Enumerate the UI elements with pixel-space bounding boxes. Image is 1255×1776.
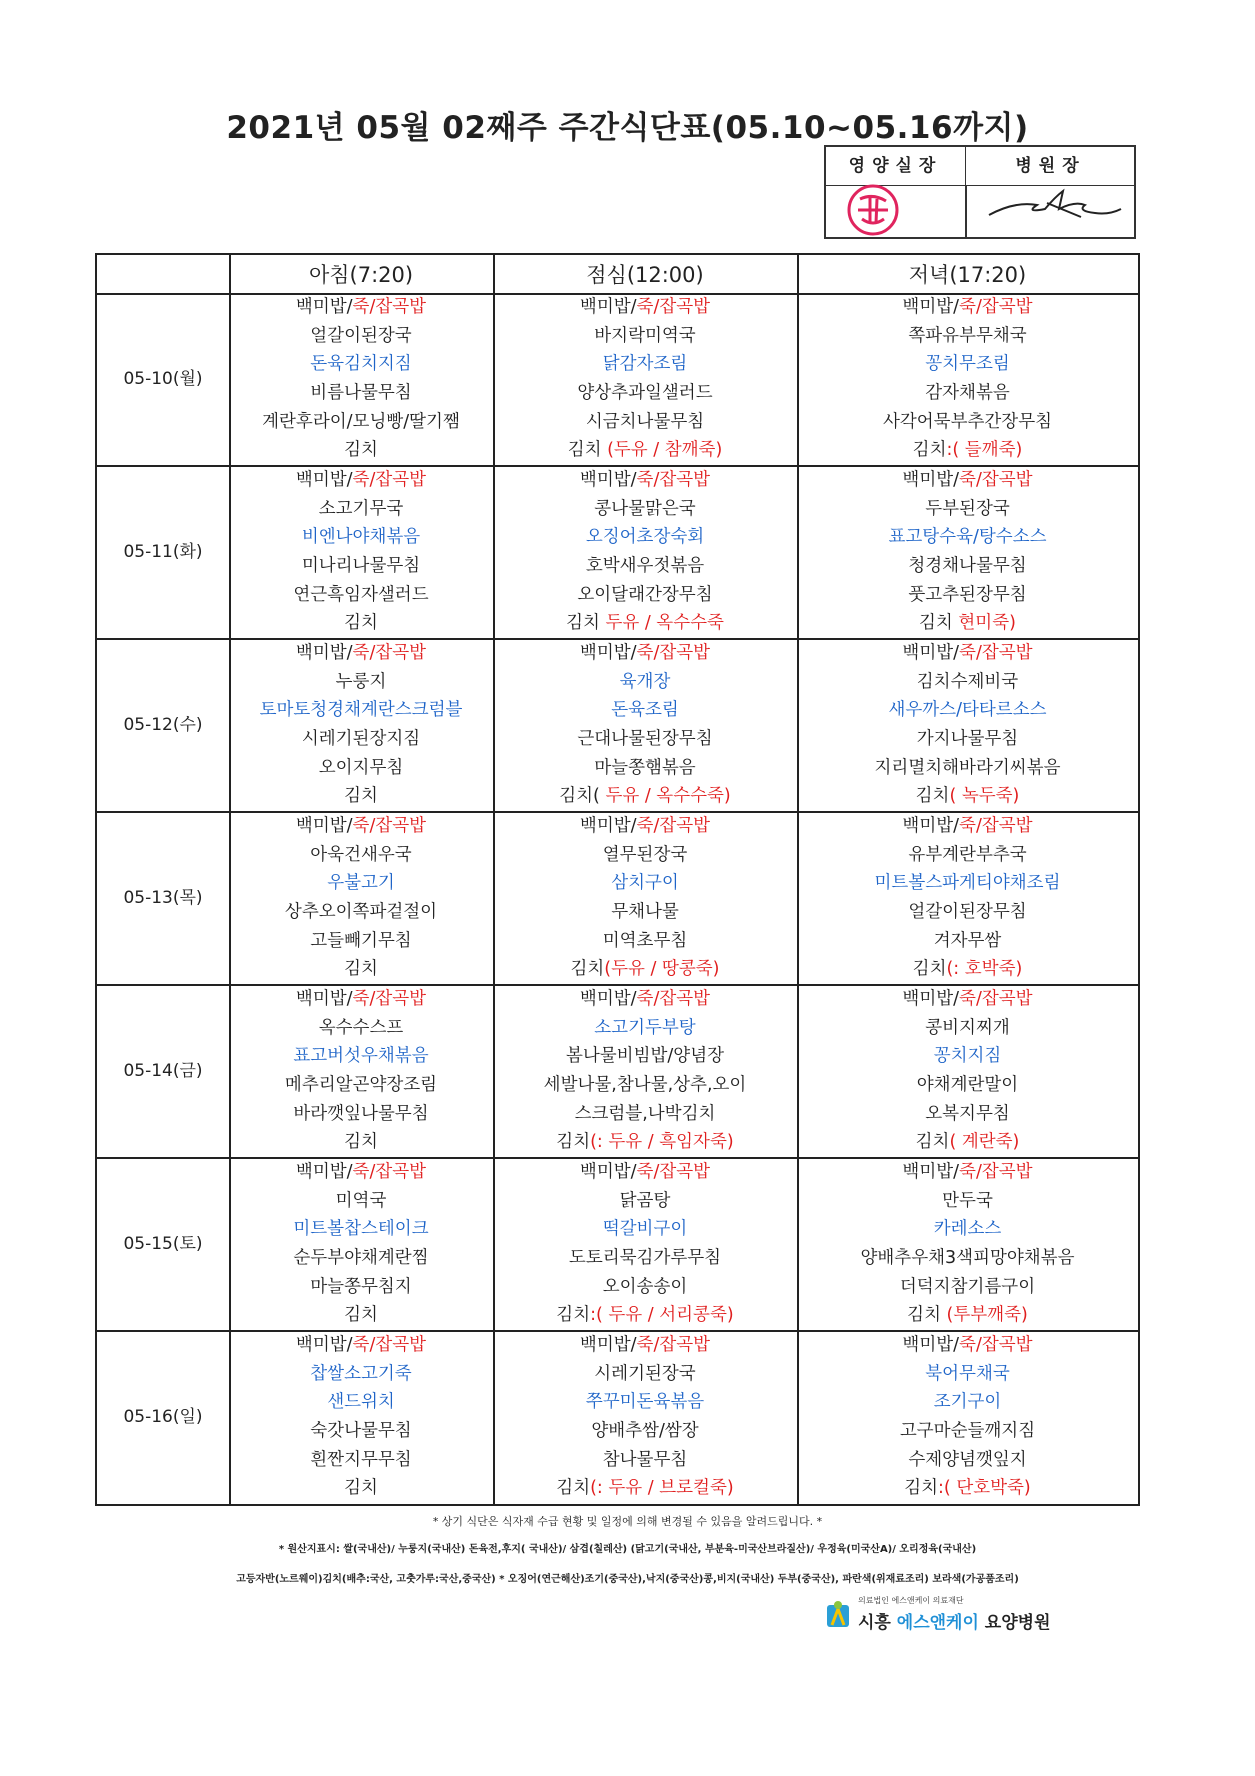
menu-item: 참나물무침 [602, 1449, 688, 1470]
menu-item: 김치(: 두유 / 흑임자죽) [556, 1132, 734, 1153]
day-date: 05-10(월) [123, 369, 203, 389]
hospital-name-main: 에스앤케이 [896, 1613, 979, 1633]
table-row [97, 812, 1138, 986]
handwritten-signature-icon [985, 183, 1125, 228]
menu-item: 비엔나야채볶음 [301, 527, 421, 548]
day-date: 05-13(목) [123, 888, 203, 908]
day-date: 05-11(화) [123, 542, 203, 562]
table-row [97, 1158, 1138, 1332]
change-notice: * 상기 식단은 식자재 수급 현황 및 일정에 의해 변경될 수 있음을 알려드립니다. * [432, 1515, 823, 1528]
dinner-menu [797, 812, 1138, 984]
table-row [97, 985, 1138, 1159]
menu-item: 돈육조림 [611, 700, 679, 721]
menu-item: 콩비지찌개 [925, 1017, 1010, 1038]
menu-item: 백미밥/죽/잡곡밥 [295, 816, 427, 836]
hospital-logo-subtitle: 의료법인 에스앤케이 의료재단 [858, 1596, 964, 1605]
menu-item: 순두부야채계란찜 [293, 1248, 429, 1269]
menu-item: 스크럼블,나박김치 [574, 1103, 716, 1124]
breakfast-menu [229, 812, 493, 984]
day-date: 05-16(일) [123, 1407, 203, 1427]
day-date: 05-14(금) [123, 1061, 203, 1081]
menu-item: 도토리묵김가루무침 [568, 1248, 722, 1269]
menu-item: 김치( 계란죽) [915, 1132, 1020, 1153]
breakfast-menu [229, 639, 493, 811]
menu-item: 쭈꾸미돈육볶음 [585, 1392, 705, 1413]
menu-item: 미트볼스파게티야채조림 [874, 873, 1061, 894]
menu-item: 양배추쌈/쌈장 [591, 1421, 699, 1442]
menu-item: 김치 [344, 440, 378, 461]
lunch-menu [493, 1331, 797, 1503]
menu-item: 꽁치무조림 [925, 354, 1010, 375]
menu-item: 겨자무쌈 [933, 930, 1002, 951]
menu-item: 지리멸치해바라기씨볶음 [874, 757, 1061, 778]
lunch-menu [493, 639, 797, 811]
menu-item: 김치 [344, 1305, 378, 1326]
menu-item: 백미밥/죽/잡곡밥 [579, 1335, 711, 1355]
menu-item: 오이지무침 [318, 757, 404, 778]
menu-item: 호박새우젓볶음 [585, 556, 705, 577]
menu-item: 백미밥/죽/잡곡밥 [902, 1335, 1033, 1355]
menu-item: 시레기된장국 [594, 1363, 696, 1384]
menu-item: 김치:( 두유 / 서리콩죽) [556, 1305, 734, 1326]
menu-item: 만두국 [942, 1190, 993, 1211]
days-container [97, 293, 1138, 1504]
menu-item: 백미밥/죽/잡곡밥 [295, 470, 427, 490]
menu-item: 무채나물 [611, 902, 679, 923]
breakfast-menu [229, 985, 493, 1157]
menu-item: 김치:( 들깨죽) [912, 440, 1023, 461]
menu-item: 백미밥/죽/잡곡밥 [295, 1162, 427, 1182]
dinner-menu [797, 466, 1138, 638]
menu-item: 비름나물무침 [310, 383, 412, 404]
menu-item: 김치 [344, 1132, 378, 1153]
header-lunch: 점심(12:00) [586, 263, 704, 287]
table-row [97, 1331, 1138, 1505]
menu-item: 콩나물맑은국 [594, 498, 696, 519]
menu-item: 닭곰탕 [619, 1190, 671, 1211]
menu-item: 얼갈이된장무침 [908, 902, 1027, 923]
menu-item: 고구마순들깨지짐 [899, 1421, 1036, 1442]
menu-item: 백미밥/죽/잡곡밥 [579, 643, 711, 663]
menu-item: 김치( 두유 / 옥수수죽) [559, 786, 731, 807]
menu-item: 바라깻잎나물무침 [293, 1103, 429, 1124]
menu-item: 미역국 [335, 1190, 387, 1211]
menu-item: 바지락미역국 [594, 325, 696, 346]
menu-item: 숙갓나물무침 [310, 1421, 412, 1442]
menu-item: 열무된장국 [602, 844, 688, 865]
breakfast-menu [229, 1331, 493, 1503]
menu-item: 봄나물비빔밥/양념장 [565, 1046, 725, 1067]
menu-item: 북어무채국 [925, 1363, 1010, 1384]
menu-item: 백미밥/죽/잡곡밥 [902, 643, 1033, 663]
menu-item: 백미밥/죽/잡곡밥 [902, 470, 1033, 490]
menu-item: 오이송송이 [602, 1276, 688, 1297]
menu-item: 감자채볶음 [925, 383, 1010, 404]
table-row [97, 293, 1138, 467]
menu-item: 김치 [344, 786, 378, 807]
menu-item: 우불고기 [327, 873, 395, 894]
dinner-menu [797, 1331, 1138, 1503]
menu-item: 더덕지참기름구이 [899, 1276, 1036, 1297]
menu-item: 계란후라이/모닝빵/딸기쨈 [262, 411, 460, 432]
header-breakfast: 아침(7:20) [308, 263, 414, 287]
hospital-logo [826, 1595, 1051, 1635]
menu-item: 오이달래간장무침 [577, 584, 713, 605]
menu-item: 양상추과일샐러드 [577, 383, 713, 404]
origin-notice-line-1: * 원산지표시: 쌀(국내산)/ 누룽지(국내산) 돈육전,후지( 국내산)/ 삼겹(칠레산) (닭고기(국내산, 부분육-미국산브라질산)/ 우정육(미국산A)/ 오리정육(국내산) [278, 1544, 977, 1555]
menu-item: 김치 [344, 959, 378, 980]
menu-item: 아욱건새우국 [310, 844, 412, 865]
lunch-menu [493, 812, 797, 984]
menu-item: 백미밥/죽/잡곡밥 [295, 297, 427, 317]
menu-item: 시레기된장지짐 [301, 729, 421, 750]
menu-item: 고들빼기무침 [310, 930, 412, 951]
menu-item: 백미밥/죽/잡곡밥 [579, 297, 711, 317]
menu-item: 떡갈비구이 [602, 1219, 688, 1240]
menu-item: 사각어묵부추간장무침 [882, 411, 1053, 432]
menu-item: 마늘쫑햄볶음 [594, 757, 696, 778]
dinner-menu [797, 1158, 1138, 1330]
menu-item: 카레소스 [933, 1219, 1002, 1240]
menu-item: 백미밥/죽/잡곡밥 [295, 989, 427, 1009]
menu-item: 소고기두부탕 [594, 1017, 696, 1038]
menu-item: 꽁치지짐 [933, 1046, 1002, 1067]
dinner-menu [797, 293, 1138, 465]
menu-item: 김치 (투부깨죽) [907, 1305, 1028, 1326]
hospital-logo-icon [826, 1599, 850, 1629]
menu-item: 풋고추된장무침 [908, 584, 1027, 605]
hospital-name-prefix: 시흥 [858, 1613, 897, 1633]
approval-divider [965, 185, 967, 239]
weekly-menu-table [95, 253, 1140, 1506]
menu-item: 옥수수스프 [318, 1017, 404, 1038]
table-row [97, 466, 1138, 640]
menu-item: 수제양념깻잎지 [908, 1449, 1027, 1470]
approval-label-nutrition: 영양실장 [826, 147, 966, 186]
menu-item: 마늘쫑무침지 [310, 1276, 412, 1297]
menu-item: 백미밥/죽/잡곡밥 [295, 643, 427, 663]
menu-item: 삼치구이 [611, 873, 679, 894]
menu-item: 백미밥/죽/잡곡밥 [579, 989, 711, 1009]
table-header-row [97, 255, 1138, 295]
menu-item: 소고기무국 [318, 498, 404, 519]
breakfast-menu [229, 1158, 493, 1330]
menu-item: 조기구이 [933, 1392, 1002, 1413]
header-dinner: 저녁(17:20) [908, 263, 1027, 287]
menu-item: 흰짠지무무침 [310, 1449, 412, 1470]
page-title: 2021년 05월 02째주 주간식단표(05.10~05.16까지) [226, 110, 1029, 146]
menu-item: 육개장 [619, 671, 671, 692]
menu-item: 김치(: 호박죽) [912, 959, 1023, 980]
lunch-menu [493, 466, 797, 638]
menu-item: 김치( 녹두죽) [915, 786, 1020, 807]
menu-item: 김치(: 두유 / 브로컬죽) [556, 1478, 734, 1499]
day-date: 05-15(토) [123, 1234, 203, 1254]
menu-item: 백미밥/죽/잡곡밥 [579, 816, 711, 836]
menu-item: 돈육김치지짐 [310, 354, 412, 375]
menu-item: 백미밥/죽/잡곡밥 [295, 1335, 427, 1355]
menu-item: 백미밥/죽/잡곡밥 [902, 297, 1033, 317]
breakfast-menu [229, 466, 493, 638]
menu-item: 표고탕수육/탕수소스 [888, 527, 1047, 548]
table-row [97, 639, 1138, 813]
menu-item: 유부계란부추국 [908, 844, 1027, 865]
breakfast-menu [229, 293, 493, 465]
menu-item: 두부된장국 [925, 498, 1010, 519]
menu-item: 백미밥/죽/잡곡밥 [902, 989, 1033, 1009]
menu-item: 김치 현미죽) [919, 613, 1016, 634]
menu-item: 상추오이쪽파겉절이 [284, 902, 438, 923]
menu-item: 새우까스/타타르소스 [888, 700, 1047, 721]
day-date: 05-12(수) [123, 715, 203, 735]
menu-item: 가지나물무침 [916, 729, 1019, 750]
menu-item: 오복지무침 [925, 1103, 1010, 1124]
menu-item: 시금치나물무침 [585, 411, 705, 432]
menu-item: 미트볼찹스테이크 [293, 1219, 429, 1240]
menu-item: 표고버섯우채볶음 [293, 1046, 429, 1067]
red-seal-stamp-icon [840, 183, 906, 237]
menu-item: 김치(두유 / 땅콩죽) [570, 959, 720, 980]
hospital-name [858, 1608, 1051, 1633]
menu-item: 근대나물된장무침 [577, 729, 713, 750]
menu-item: 김치 [344, 613, 378, 634]
dinner-menu [797, 639, 1138, 811]
lunch-menu [493, 293, 797, 465]
menu-item: 쪽파유부무채국 [908, 325, 1027, 346]
menu-item: 야채계란말이 [916, 1075, 1019, 1096]
dinner-menu [797, 985, 1138, 1157]
lunch-menu [493, 1158, 797, 1330]
origin-notice-line-2: 고등자반(노르웨이)김치(배추:국산, 고춧가루:국산,중국산) * 오징어(연근해산)조기(중국산),낙지(중국산)콩,비지(국내산) 두부(중국산), 파란색(위재료조리) 보라색(가공품조리) [236, 1574, 1019, 1585]
hospital-name-suffix: 요양병원 [978, 1613, 1051, 1633]
menu-item: 김치 두유 / 옥수수죽 [566, 613, 724, 634]
menu-item: 닭감자조림 [602, 354, 688, 375]
menu-item: 김치 [344, 1478, 378, 1499]
menu-item: 찹쌀소고기죽 [310, 1363, 412, 1384]
menu-item: 샌드위치 [327, 1392, 395, 1413]
menu-item: 미역초무침 [602, 930, 688, 951]
menu-item: 메추리알곤약장조림 [284, 1075, 438, 1096]
menu-item: 백미밥/죽/잡곡밥 [902, 1162, 1033, 1182]
menu-item: 연근흑임자샐러드 [293, 584, 429, 605]
menu-item: 세발나물,참나물,상추,오이 [543, 1075, 747, 1096]
menu-item: 김치:( 단호박죽) [904, 1478, 1031, 1499]
menu-item: 백미밥/죽/잡곡밥 [579, 1162, 711, 1182]
menu-item: 백미밥/죽/잡곡밥 [902, 816, 1033, 836]
approval-label-director: 병원장 [965, 147, 1136, 186]
menu-item: 백미밥/죽/잡곡밥 [579, 470, 711, 490]
menu-item: 미나리나물무침 [301, 556, 421, 577]
menu-item: 얼갈이된장국 [310, 325, 412, 346]
menu-item: 김치수제비국 [916, 671, 1019, 692]
menu-item: 오징어초장숙회 [585, 527, 705, 548]
menu-item: 양배추우채3색피망야채볶음 [860, 1248, 1075, 1269]
menu-item: 김치 (두유 / 참깨죽) [567, 440, 723, 461]
lunch-menu [493, 985, 797, 1157]
menu-item: 누룽지 [335, 671, 387, 692]
menu-item: 청경채나물무침 [908, 556, 1027, 577]
menu-item: 토마토청경채계란스크럼블 [259, 700, 463, 721]
